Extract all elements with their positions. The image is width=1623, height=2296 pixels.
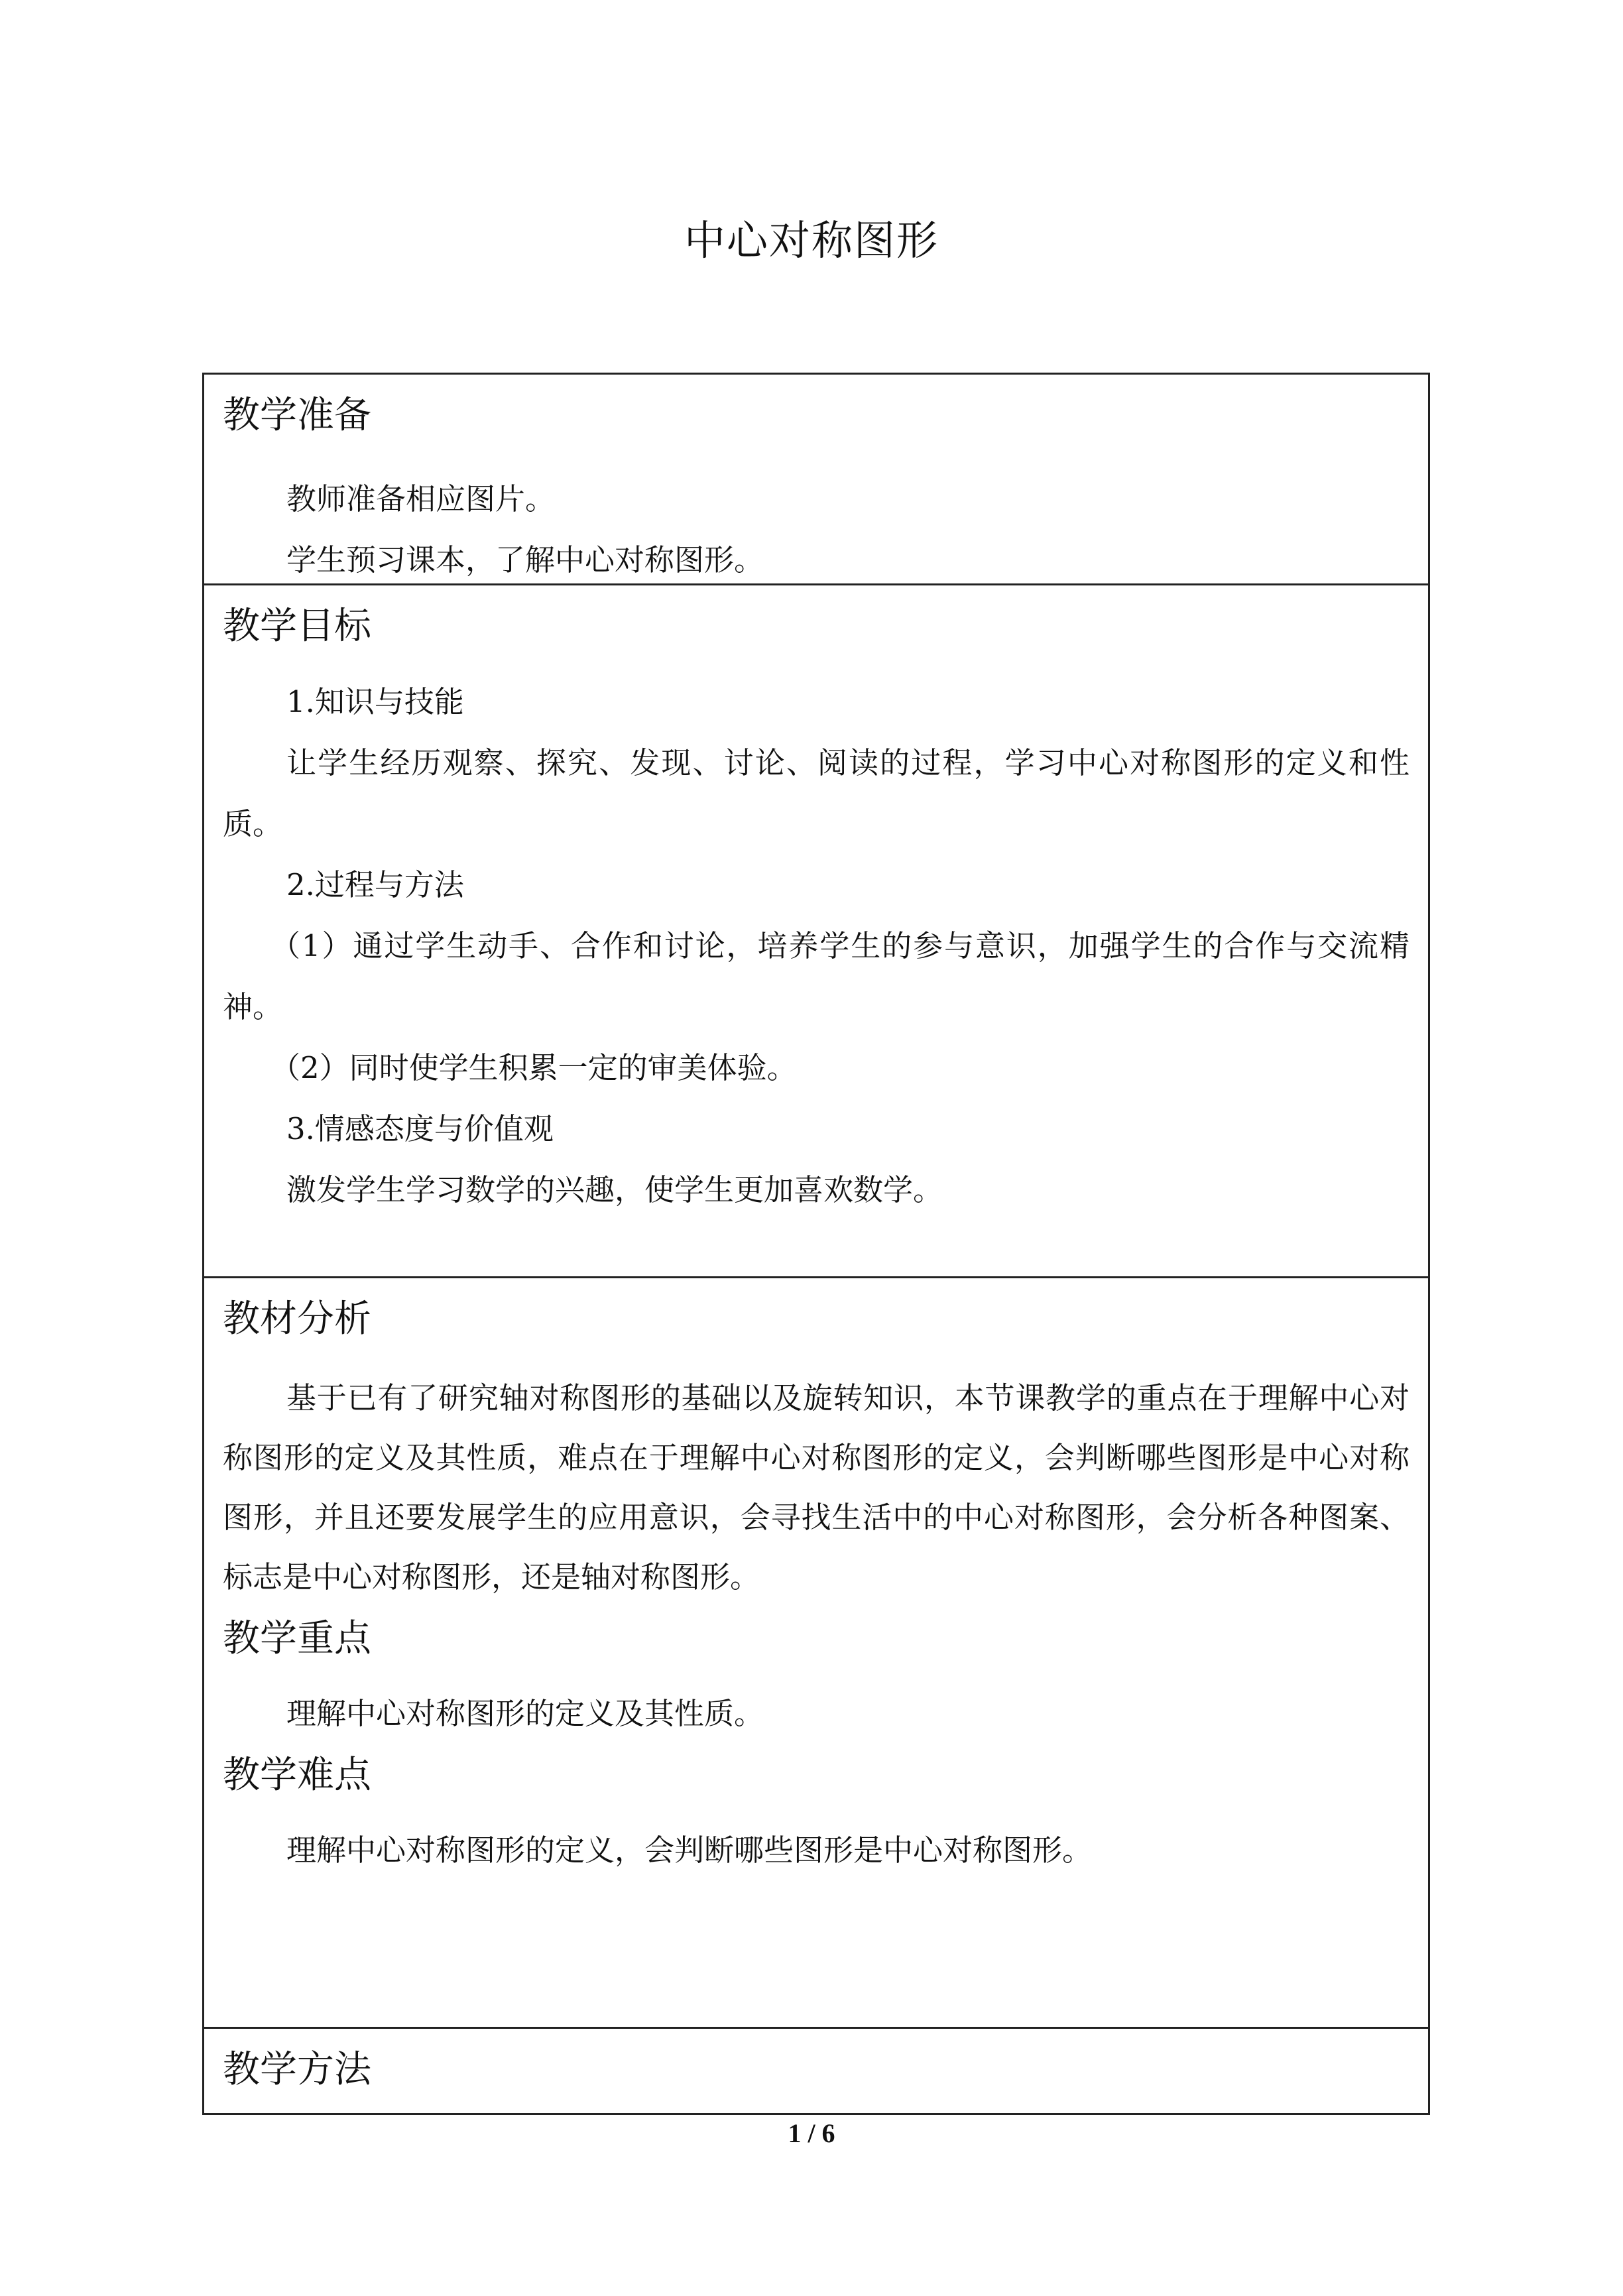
section-teaching-method: [204, 2027, 1428, 2113]
analysis-content: [223, 1346, 1410, 1607]
paragraph: 教师准备相应图片。: [286, 481, 556, 516]
goal-item-title: 1.知识与技能: [286, 684, 464, 719]
paragraph: 激发学生学习数学的兴趣，使学生更加喜欢数学。: [286, 1172, 943, 1207]
lesson-plan-table: [202, 373, 1430, 2115]
heading-material-analysis: 教材分析: [223, 1298, 371, 1341]
paragraph: （1）通过学生动手、合作和讨论，培养学生的参与意识，加强学生的合作与交流精神。: [223, 928, 1410, 1024]
heading-teaching-method: 教学方法: [223, 2048, 371, 2091]
document-title: 中心对称图形: [684, 216, 939, 265]
paragraph: 让学生经历观察、探究、发现、讨论、阅读的过程，学习中心对称图形的定义和性质。: [223, 745, 1410, 841]
paragraph: 学生预习课本，了解中心对称图形。: [286, 542, 764, 577]
goal-item-title: 3.情感态度与价值观: [286, 1111, 554, 1146]
heading-teaching-preparation: 教学准备: [223, 394, 371, 437]
paragraph: 理解中心对称图形的定义，会判断哪些图形是中心对称图形。: [286, 1833, 1093, 1868]
paragraph: 理解中心对称图形的定义及其性质。: [286, 1696, 764, 1731]
paragraph: 基于已有了研究轴对称图形的基础以及旋转知识，本节课教学的重点在于理解中心对称图形的定义及其性质，难点在于理解中心对称图形的定义，会判断哪些图形是中心对称图形，并且还要发展学生的应用意识，会寻找生活中的中心对称图形，会分析各种图案、标志是中心对称图形，还是轴对称图形。: [223, 1380, 1410, 1595]
page-number: 1 / 6: [788, 2118, 835, 2148]
goals-content: [223, 653, 1410, 1221]
section-teaching-goals: [204, 583, 1428, 1276]
preparation-content: [223, 442, 1410, 591]
paragraph: （2）同时使学生积累一定的审美体验。: [270, 1050, 797, 1085]
heading-teaching-goals: 教学目标: [223, 605, 371, 648]
goal-item-title: 2.过程与方法: [286, 867, 464, 902]
section-material-analysis: [204, 1276, 1428, 2027]
key-points-content: [223, 1665, 1410, 1744]
heading-key-points: 教学重点: [223, 1617, 371, 1660]
heading-difficult-points: 教学难点: [223, 1754, 371, 1797]
section-teaching-preparation: [204, 375, 1428, 583]
difficult-points-content: [223, 1802, 1410, 1880]
